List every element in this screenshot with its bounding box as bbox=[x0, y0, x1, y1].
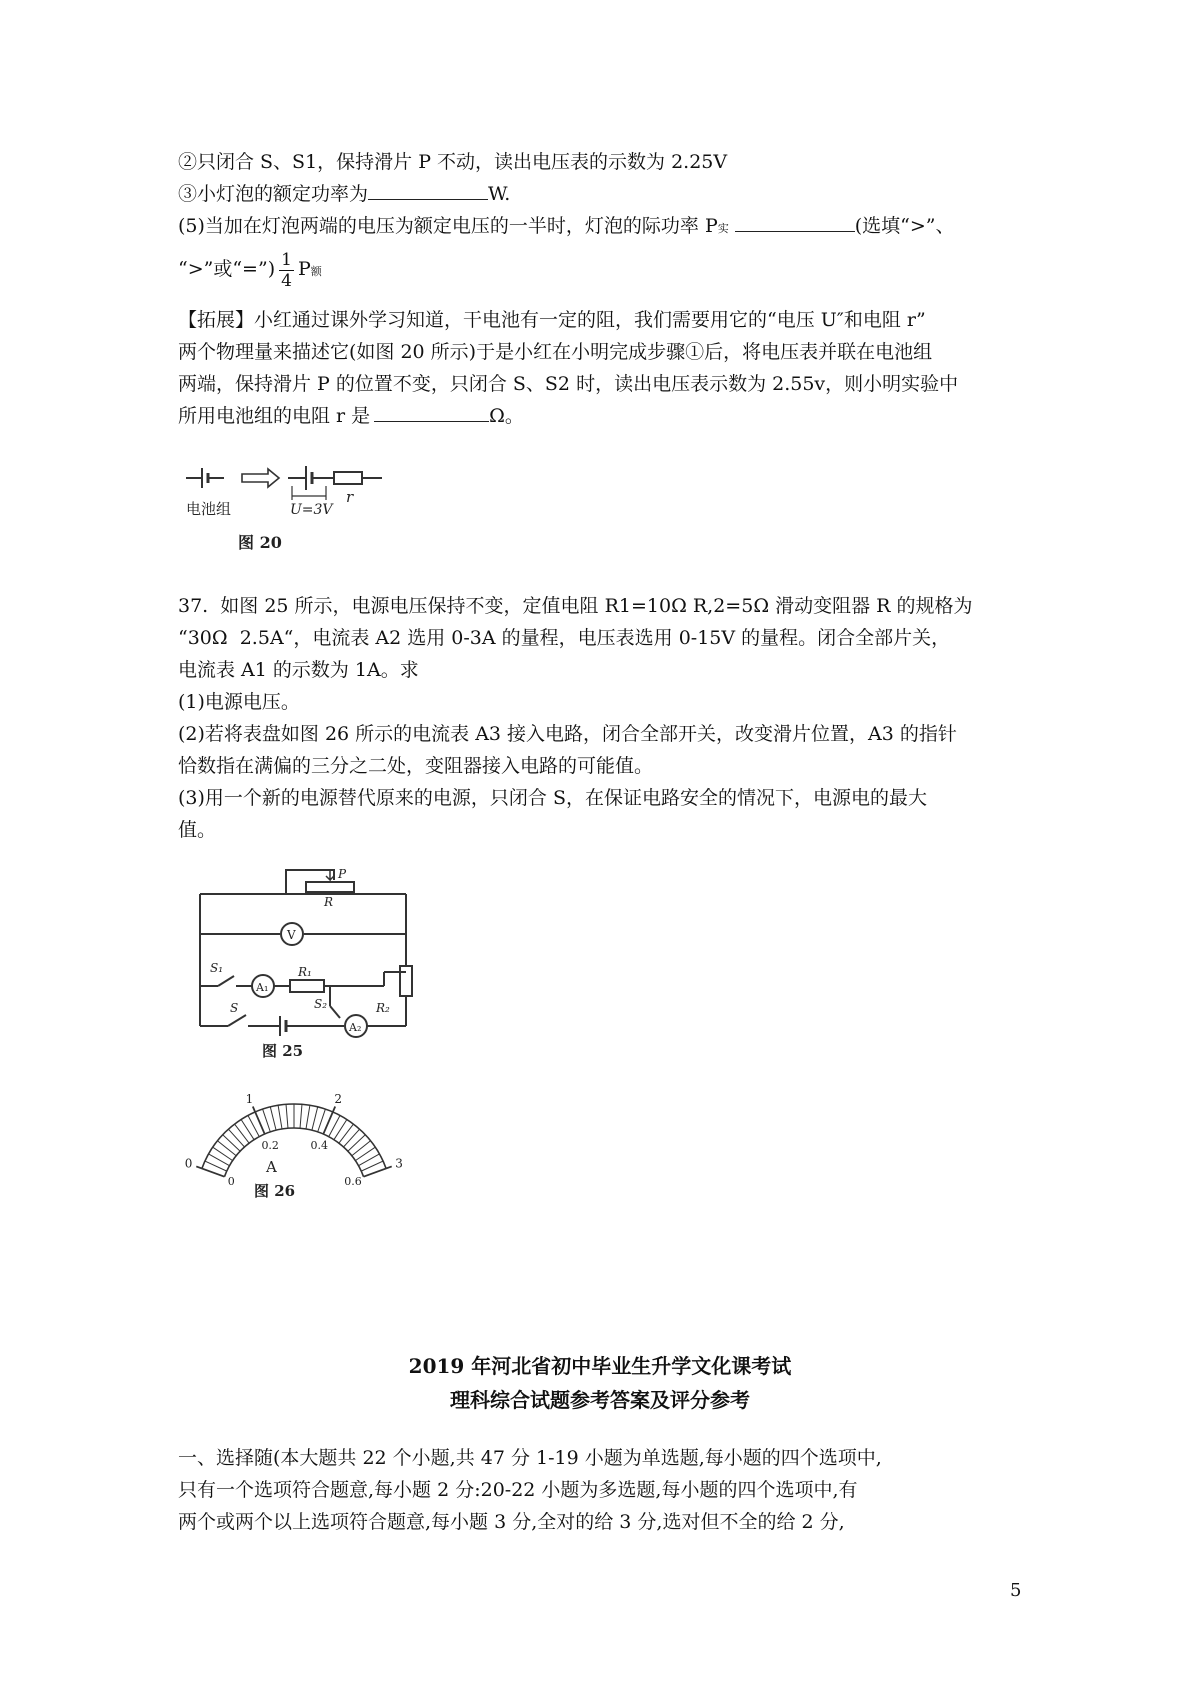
dial-outer-tick-label: 2 bbox=[334, 1092, 343, 1107]
answer-title-2: 理科综合试题参考答案及评分参考 bbox=[450, 1388, 750, 1412]
fraction-numerator: 1 bbox=[281, 249, 292, 270]
dial-minor-tick bbox=[235, 1124, 250, 1143]
answer-title-1: 2019 年河北省初中毕业生升学文化课考试 bbox=[408, 1354, 792, 1378]
fraction-denominator: 4 bbox=[281, 270, 292, 291]
fig25-caption: 图 25 bbox=[262, 1042, 304, 1060]
step2-text: ②只闭合 S、S1，保持滑片 P 不动，读出电压表的示数为 2.25V bbox=[178, 151, 728, 173]
dial-minor-tick bbox=[300, 1104, 302, 1128]
answer-blank bbox=[374, 401, 489, 422]
dial-inner-tick-label: 0.4 bbox=[310, 1139, 329, 1153]
fig26-caption: 图 26 bbox=[254, 1182, 296, 1200]
figure-26-dial bbox=[186, 1072, 410, 1202]
q37-part-3-cont: 值。 bbox=[178, 819, 217, 841]
fig20-caption: 图 20 bbox=[238, 533, 282, 552]
dial-minor-tick bbox=[263, 1109, 271, 1132]
dial-arc bbox=[224, 1128, 363, 1177]
extension-line-2: 两个物理量来描述它(如图 20 所示)于是小红在小明完成步骤①后，将电压表并联在电池组 bbox=[178, 341, 933, 363]
page-number: 5 bbox=[1010, 1580, 1022, 1601]
experiment-steps bbox=[178, 146, 1028, 296]
q5-options: “>”或“=”) bbox=[178, 258, 276, 280]
fig25-switch-s1-label: S₁ bbox=[210, 961, 224, 975]
figure-25-circuit bbox=[196, 866, 426, 1062]
fig25-r1-label: R₁ bbox=[298, 965, 312, 979]
answer-line-2: 只有一个选项符合题意,每小题 2 分:20-22 小题为多选题,每小题的四个选项中,有 bbox=[178, 1479, 858, 1501]
q5-continuation bbox=[178, 245, 1028, 296]
q37-line-3: 电流表 A1 的示数为 1A。求 bbox=[178, 659, 419, 681]
q37-part-2-cont: 恰数指在满偏的三分之二处，变阻器接入电路的可能值。 bbox=[178, 755, 654, 777]
q5-power-symbol: P bbox=[297, 258, 311, 280]
q37-part-2: (2)若将表盘如图 26 所示的电流表 A3 接入电路，闭合全部开关，改变滑片位置，A3 的指针 bbox=[178, 723, 957, 745]
answer-line-1: 一、选择随(本大题共 22 个小题,共 47 分 1-19 小题为单选题,每小题的四个选项中, bbox=[178, 1447, 882, 1469]
dial-inner-tick-label: 0 bbox=[227, 1174, 235, 1188]
q37-line-1: 37. 如图 25 所示，电源电压保持不变，定值电阻 R1=10Ω R,2=5Ω 滑动变阻器 R 的规格为 bbox=[178, 595, 973, 617]
answer-intro bbox=[178, 1442, 1028, 1538]
dial-minor-tick bbox=[270, 1107, 276, 1130]
fig26-unit-label: A bbox=[266, 1158, 277, 1176]
fig25-r2-label: R₂ bbox=[376, 1001, 390, 1015]
dial-minor-tick bbox=[352, 1141, 371, 1156]
dial-inner-tick-label: 0.2 bbox=[261, 1139, 279, 1153]
q37-line-2: “30Ω 2.5A“，电流表 A2 选用 0-3A 的量程，电压表选用 0-15V 的量程。闭合全部片关， bbox=[178, 627, 951, 649]
figure-20 bbox=[186, 452, 416, 562]
fig25-slider-label: P bbox=[338, 867, 347, 881]
dial-minor-tick bbox=[312, 1107, 318, 1130]
dial-outer-tick-label: 3 bbox=[395, 1156, 403, 1171]
dial-minor-tick bbox=[348, 1135, 365, 1151]
dial-minor-tick bbox=[217, 1141, 236, 1156]
q5-rated-subscript: 额 bbox=[310, 265, 322, 278]
answer-blank bbox=[735, 211, 855, 232]
fig20-battery-label: 电池组 bbox=[186, 500, 232, 518]
fig25-switch-s2-label: S₂ bbox=[314, 997, 328, 1011]
fig25-ammeter-a1-label: A₁ bbox=[256, 981, 269, 994]
question-37 bbox=[178, 590, 1028, 846]
extension-prefix: 所用电池组的电阻 r 是 bbox=[178, 405, 371, 427]
step3-prefix: ③小灯泡的额定功率为 bbox=[178, 183, 369, 205]
q37-part-3: (3)用一个新的电源替代原来的电源，只闭合 S，在保证电路安全的情况下，电源电的最大 bbox=[178, 787, 927, 809]
extension-unit: Ω。 bbox=[489, 405, 524, 427]
dial-minor-tick bbox=[213, 1147, 233, 1160]
q5-prefix: (5)当加在灯泡两端的电压为额定电压的一半时，灯泡的际功率 P bbox=[178, 215, 718, 237]
fig25-switch-s-label: S bbox=[230, 1001, 239, 1015]
q37-part-1: (1)电源电压。 bbox=[178, 691, 300, 713]
answer-blank bbox=[368, 179, 488, 200]
dial-outer-tick-label: 0 bbox=[184, 1156, 193, 1171]
fraction bbox=[279, 250, 294, 291]
step3-text bbox=[178, 178, 1028, 210]
fig25-ammeter-a2-label: A₂ bbox=[349, 1021, 362, 1034]
q5-text bbox=[178, 210, 1028, 245]
dial-minor-tick bbox=[278, 1105, 282, 1129]
dial-minor-tick bbox=[355, 1147, 375, 1160]
dial-minor-tick bbox=[228, 1129, 244, 1147]
dial-minor-tick bbox=[318, 1109, 326, 1132]
extension-line-4 bbox=[178, 400, 1028, 432]
fig20-resistance-label: r bbox=[346, 488, 354, 506]
fig25-voltmeter-label: V bbox=[287, 928, 296, 942]
dial-minor-tick bbox=[339, 1124, 354, 1143]
dial-minor-tick bbox=[286, 1104, 288, 1128]
fig20-voltage-label: U=3V bbox=[290, 502, 333, 518]
extension-section bbox=[178, 304, 1028, 432]
dial-outer-tick-label: 1 bbox=[245, 1092, 254, 1107]
extension-line-3: 两端，保持滑片 P 的位置不变，只闭合 S、S2 时，读出电压表示数为 2.55v，则小明实验中 bbox=[178, 373, 959, 395]
dial-minor-tick bbox=[306, 1105, 310, 1129]
q5-subscript: 实 bbox=[717, 222, 729, 235]
ammeter-scale bbox=[185, 1092, 403, 1188]
answer-line-3: 两个或两个以上选项符合题意,每小题 3 分,全对的给 3 分,选对但不全的给 2 分, bbox=[178, 1511, 845, 1533]
dial-minor-tick bbox=[223, 1135, 240, 1151]
fig25-rheostat-label: R bbox=[324, 895, 334, 909]
dial-inner-tick-label: 0.6 bbox=[344, 1174, 362, 1188]
extension-line-1: 【拓展】小红通过课外学习知道，干电池有一定的阻，我们需要用它的“电压 U″和电阻 r” bbox=[178, 309, 926, 331]
dial-minor-tick bbox=[344, 1129, 360, 1147]
q5-suffix: (选填“>”、 bbox=[854, 215, 955, 237]
step3-unit: W. bbox=[488, 183, 511, 205]
